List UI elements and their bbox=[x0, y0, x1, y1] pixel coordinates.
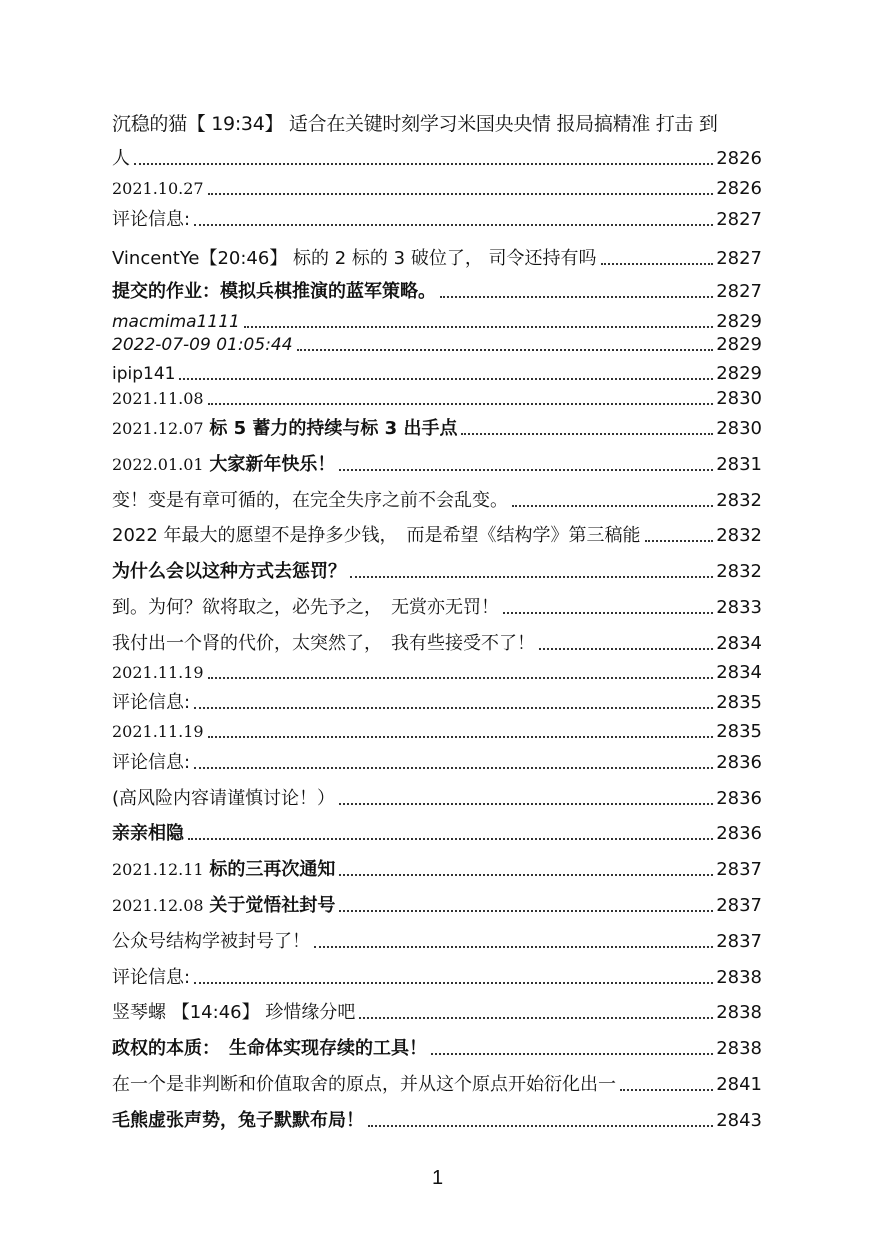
toc-entry[interactable]: 2021.10.27 2826 bbox=[112, 178, 762, 199]
toc-entry[interactable]: 2021.11.19 2834 bbox=[112, 662, 762, 683]
toc-entry[interactable]: 2022.01.01 大家新年快乐！ 2831 bbox=[112, 454, 762, 475]
toc-entry[interactable]: 评论信息: 2838 bbox=[112, 967, 762, 988]
toc-entry[interactable]: macmima1111 2829 bbox=[112, 311, 762, 332]
toc-entry[interactable]: 2021.11.08 2830 bbox=[112, 388, 762, 409]
toc-entry[interactable]: 评论信息: 2827 bbox=[112, 209, 762, 230]
toc-entry[interactable]: 政权的本质： 生命体实现存续的工具！ 2838 bbox=[112, 1038, 762, 1059]
toc-entry[interactable]: VincentYe【20:46】 标的 2 标的 3 破位了， 司令还持有吗 2827 bbox=[112, 248, 762, 269]
toc-entry[interactable]: 亲亲相隐 2836 bbox=[112, 823, 762, 844]
toc-entry[interactable]: 我付出一个肾的代价，太突然了， 我有些接受不了！ 2834 bbox=[112, 633, 762, 654]
toc-entry[interactable]: 提交的作业：模拟兵棋推演的蓝军策略。 2827 bbox=[112, 281, 762, 302]
toc-entry[interactable]: 为什么会以这种方式去惩罚？ 2832 bbox=[112, 561, 762, 582]
toc-entry[interactable]: (高风险内容请谨慎讨论！） 2836 bbox=[112, 788, 762, 809]
toc-entry[interactable]: 毛熊虚张声势，兔子默默布局！ 2843 bbox=[112, 1110, 762, 1131]
toc-entry[interactable]: 变！变是有章可循的，在完全失序之前不会乱变。 2832 bbox=[112, 490, 762, 511]
toc-entry[interactable]: ipip141 2829 bbox=[112, 363, 762, 384]
toc-entry[interactable]: 评论信息: 2836 bbox=[112, 752, 762, 773]
toc-entry[interactable]: 2022 年最大的愿望不是挣多少钱， 而是希望《结构学》第三稿能 2832 bbox=[112, 525, 762, 546]
toc-entry[interactable]: 2021.12.07 标 5 蓄力的持续与标 3 出手点 2830 bbox=[112, 418, 762, 439]
toc-entry[interactable]: 竖琴螺 【14:46】 珍惜缘分吧 2838 bbox=[112, 1002, 762, 1023]
page-number: 1 bbox=[431, 1167, 444, 1189]
toc-entry[interactable]: 2021.12.08 关于觉悟社封号 2837 bbox=[112, 895, 762, 916]
toc-entry[interactable]: 2021.11.19 2835 bbox=[112, 721, 762, 742]
toc-entry[interactable]: 人 2826 bbox=[112, 148, 762, 169]
toc-heading-line: 沉稳的猫【 19:34】 适合在关键时刻学习米国央央情 报局搞精准 打击 到 bbox=[112, 113, 718, 135]
toc-entry[interactable]: 在一个是非判断和价值取舍的原点，并从这个原点开始衍化出一 2841 bbox=[112, 1074, 762, 1095]
toc-entry[interactable]: 公众号结构学被封号了！ 2837 bbox=[112, 931, 762, 952]
toc-entry[interactable]: 到。为何？欲将取之，必先予之， 无赏亦无罚！ 2833 bbox=[112, 597, 762, 618]
toc-entry[interactable]: 2021.12.11 标的三再次通知 2837 bbox=[112, 859, 762, 880]
toc-entry[interactable]: 2022-07-09 01:05:44 2829 bbox=[112, 334, 762, 355]
toc-entry[interactable]: 评论信息: 2835 bbox=[112, 692, 762, 713]
